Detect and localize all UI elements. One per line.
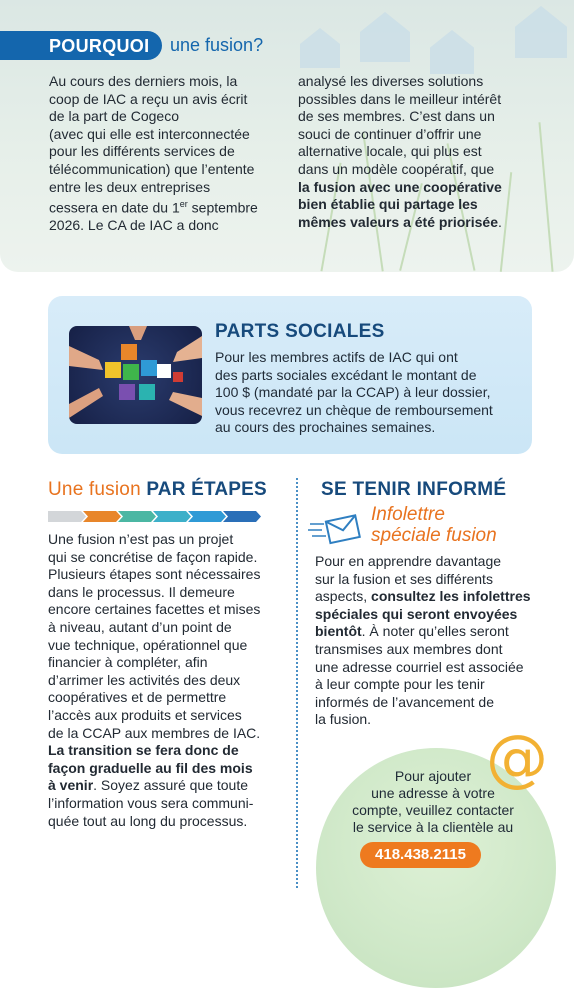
text-line: sur la fusion et ses différents	[315, 570, 493, 587]
step-6	[223, 511, 261, 522]
text-line: Une fusion n’est pas un projet	[48, 531, 234, 547]
bold-text: spéciales qui seront envoyées	[315, 605, 518, 622]
section-title-pill	[0, 31, 162, 60]
superscript: er	[179, 199, 188, 210]
info-heading: SE TENIR INFORMÉ	[321, 479, 507, 500]
text-line	[48, 777, 288, 795]
text-line: Pour les membres actifs de IAC qui ont	[215, 349, 458, 365]
section-title-highlight: POURQUOI	[49, 36, 150, 56]
text-line: de la part de Cogeco	[49, 108, 179, 125]
text-line: quée tout au long du processus.	[48, 812, 248, 829]
info-subtitle	[371, 504, 497, 546]
step-2	[83, 511, 121, 522]
phone-number-button[interactable]: 418.438.2115	[360, 842, 481, 868]
text-line: coop de IAC a reçu un avis écrit	[49, 90, 248, 107]
text-line: vous recevrez un chèque de remboursement	[215, 401, 493, 418]
text-fragment: cessera en date du 1	[49, 199, 180, 216]
text-fragment: aspects,	[315, 588, 372, 605]
info-subtitle-line: spéciale fusion	[371, 525, 497, 546]
step-3	[118, 511, 156, 522]
text-fragment: . À noter qu’elles seront	[361, 623, 509, 640]
text-line: financier à compléter, afin	[48, 654, 208, 671]
progress-steps-svg	[48, 511, 263, 522]
text-line: dans le processus. Il demeure	[48, 583, 235, 600]
text-line: des parts sociales excédant le montant de	[215, 366, 477, 383]
puzzle-image	[69, 326, 202, 424]
text-line: Au cours des derniers mois, la	[49, 73, 238, 89]
text-line: vue technique, opérationnel que	[48, 636, 248, 653]
text-line: de ses membres. C’est dans un	[298, 108, 495, 125]
text-line: de la CCAP aux membres de IAC.	[48, 724, 261, 741]
bold-text: façon graduelle au fil des mois	[48, 759, 253, 776]
text-line: d’arrimer les activités des deux	[48, 671, 241, 688]
text-line: l’information vous sera communi-	[48, 794, 254, 811]
text-line	[315, 623, 555, 641]
text-line: Pour ajouter	[394, 768, 472, 784]
text-line	[48, 760, 288, 778]
text-line: 100 $ (mandaté par la CCAP) à leur dossier,	[215, 384, 491, 401]
text-line: télécommunication) que l’entente	[49, 160, 255, 177]
bold-text: La transition se fera donc de	[48, 742, 239, 759]
text-line: informés de l’avancement de	[315, 693, 494, 710]
text-line: compte, veuillez contacter	[352, 802, 514, 818]
bold-text: bien établie qui partage les	[298, 196, 478, 213]
bold-text: consultez les infolettres	[371, 588, 531, 605]
text-line	[298, 179, 538, 197]
bold-text: bientôt	[315, 623, 362, 640]
text-line	[49, 196, 284, 217]
text-line: souci de continuer d’offrir une	[298, 125, 482, 142]
text-line: une adresse à votre	[371, 785, 495, 801]
step-1	[48, 511, 86, 522]
text-line: transmises aux membres dont	[315, 640, 503, 657]
why-right-paragraph	[298, 73, 538, 231]
section-title-rest: une fusion?	[170, 35, 264, 55]
text-line: qui se concrétise de façon rapide.	[48, 548, 258, 565]
text-line: alternative locale, qui plus est	[298, 143, 482, 160]
text-line: Plusieurs étapes sont nécessaires	[48, 566, 261, 583]
text-line: le service à la clientèle au	[352, 819, 514, 835]
step-5	[188, 511, 226, 522]
text-fragment: .	[498, 213, 502, 230]
text-line	[315, 606, 555, 624]
at-icon: @	[486, 721, 548, 794]
etapes-heading-orange: Une fusion	[48, 479, 141, 500]
text-line: la fusion.	[315, 711, 372, 728]
text-line	[298, 196, 538, 214]
text-line: entre les deux entreprises	[49, 178, 211, 195]
progress-steps-bar	[48, 509, 263, 520]
text-line: pour les différents services de	[49, 143, 235, 160]
contact-text	[322, 768, 544, 836]
etapes-paragraph	[48, 531, 288, 830]
envelope-icon	[308, 512, 364, 548]
text-line: à niveau, autant d’un point de	[48, 618, 232, 635]
why-left-paragraph	[49, 73, 284, 235]
text-line: possibles dans le meilleur intérêt	[298, 90, 502, 107]
text-line: une adresse courriel est associée	[315, 658, 524, 675]
info-subtitle-line: Infolettre	[371, 504, 445, 525]
text-line: coopératives et de permettre	[48, 689, 227, 706]
text-line: encore certaines facettes et mises	[48, 601, 261, 618]
etapes-heading-blue: PAR ÉTAPES	[146, 479, 267, 500]
text-line	[298, 214, 538, 232]
text-line: 2026. Le CA de IAC a donc	[49, 217, 219, 234]
column-divider	[296, 478, 298, 888]
text-line	[48, 742, 288, 760]
bold-text: mêmes valeurs a été priorisée	[298, 213, 499, 230]
text-line: dans un modèle coopératif, que	[298, 160, 495, 177]
text-fragment: . Soyez assuré que toute	[93, 777, 249, 794]
text-line: Pour en apprendre davantage	[315, 553, 502, 569]
parts-sociales-title: PARTS SOCIALES	[215, 321, 385, 342]
text-line: (avec qui elle est interconnectée	[49, 125, 250, 142]
text-line: au cours des prochaines semaines.	[215, 419, 436, 436]
text-line	[315, 588, 555, 606]
etapes-heading	[48, 479, 267, 501]
bold-text: à venir	[48, 777, 94, 794]
text-line: à leur compte pour les tenir	[315, 676, 485, 693]
step-4	[153, 511, 191, 522]
text-fragment: septembre	[187, 199, 258, 216]
text-line: l’accès aux produits et services	[48, 706, 242, 723]
parts-sociales-text	[215, 349, 525, 437]
bold-text: la fusion avec une coopérative	[298, 178, 502, 195]
text-line: analysé les diverses solutions	[298, 73, 484, 89]
info-paragraph	[315, 553, 555, 729]
